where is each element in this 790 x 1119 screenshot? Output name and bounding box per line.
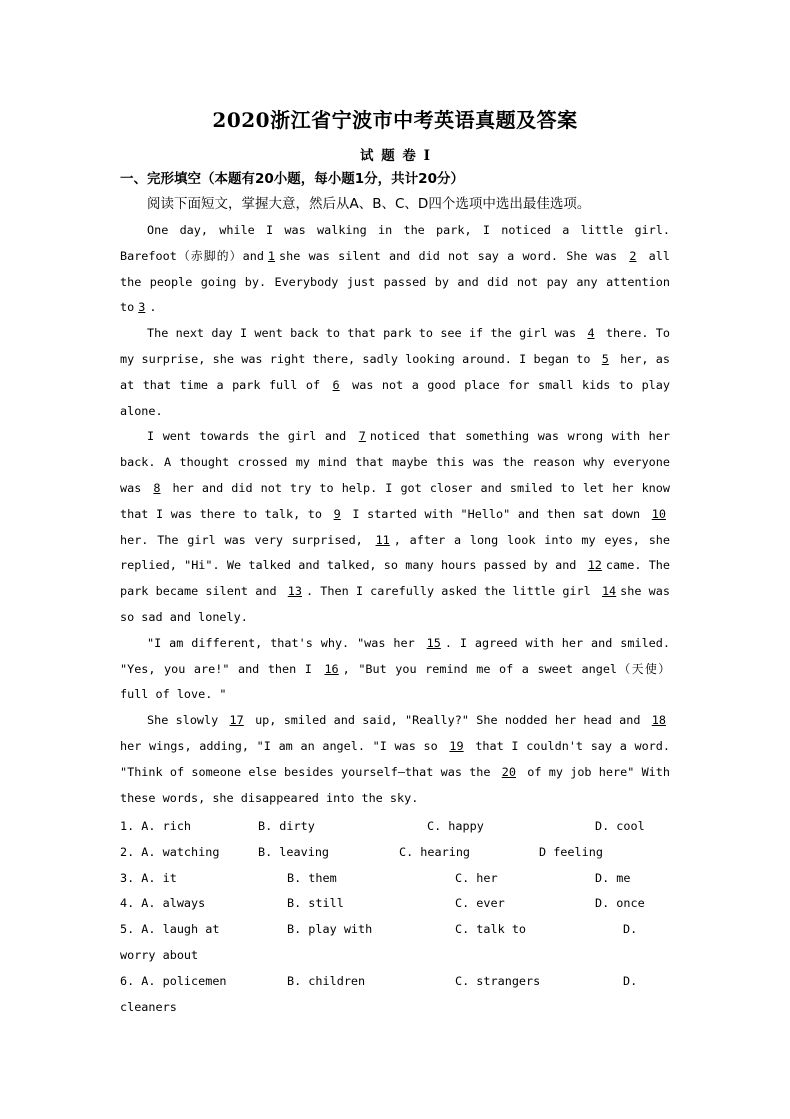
passage-text: noticed that something was wrong with her back. A thought crossed my mind that maybe this was the reason why everyone was bbox=[120, 429, 670, 495]
option-b: B. dirty bbox=[258, 819, 315, 833]
option-d: D. once bbox=[595, 896, 645, 911]
passage-text: The next day I went back to that park to see if the girl was bbox=[147, 326, 584, 341]
option-a: 5. A. laugh at bbox=[120, 922, 220, 937]
passage-paragraph bbox=[120, 631, 670, 708]
option-c: C. strangers bbox=[455, 973, 541, 988]
option-a: 6. A. policemen bbox=[120, 973, 227, 988]
blank-number: 12 bbox=[587, 558, 602, 573]
passage-text: her wings, adding, "I am an angel. "I was so bbox=[120, 738, 446, 753]
passage-text: She slowly bbox=[147, 713, 226, 728]
passage-text: she was silent and did not say a word. She was bbox=[279, 248, 626, 263]
option-a: 4. A. always bbox=[120, 896, 206, 911]
option-a: 2. A. watching bbox=[120, 844, 220, 859]
option-c: C. ever bbox=[455, 896, 505, 911]
option-c: C. happy bbox=[427, 819, 484, 833]
blank-number: 14 bbox=[601, 584, 617, 599]
section-heading: 一、完形填空（本题有20小题，每小题1分，共计20分） bbox=[120, 171, 464, 187]
option-row bbox=[120, 814, 680, 840]
passage-text: all the people going by. Everybody just passed by and did not pay any attention to bbox=[120, 248, 670, 315]
blank-number: 16 bbox=[324, 661, 339, 676]
passage-text: I started with "Hello" and then sat down bbox=[344, 506, 648, 521]
option-d: D. cool bbox=[595, 819, 645, 833]
blank-number: 3 bbox=[138, 300, 146, 315]
option-row-continuation bbox=[120, 943, 680, 969]
passage-text: "I am different, that's why. "was her bbox=[147, 635, 423, 650]
option-a: 3. A. it bbox=[120, 870, 177, 885]
passage-text: her and did not try to help. I got closer and smiled to let her know that I was there to talk, to bbox=[120, 480, 670, 521]
option-row bbox=[120, 969, 680, 995]
blank-number: 11 bbox=[375, 532, 390, 547]
passage-text: her, as at that time a park full of bbox=[120, 351, 670, 392]
blank-number: 6 bbox=[332, 377, 340, 392]
passage-text: there. To my surprise, she was right there, sadly looking around. I began to bbox=[120, 326, 670, 366]
blank-number: 13 bbox=[287, 584, 302, 599]
option-c: C. her bbox=[455, 870, 498, 885]
blank-number: 8 bbox=[153, 480, 161, 495]
blank-number: 4 bbox=[587, 326, 595, 341]
option-b: B. still bbox=[287, 896, 344, 911]
option-row bbox=[120, 917, 680, 943]
option-row bbox=[120, 866, 680, 892]
option-row bbox=[120, 891, 680, 917]
blank-number: 2 bbox=[629, 248, 637, 263]
passage-text: One day, while I was walking in the park, I noticed a little girl. Barefoot（赤脚的）and bbox=[120, 223, 670, 263]
passage-text: I went towards the girl and bbox=[147, 429, 355, 444]
blank-number: 5 bbox=[601, 351, 609, 366]
passage-text: of my job here" With these words, she disappeared into the sky. bbox=[120, 764, 670, 805]
blank-number: 20 bbox=[501, 764, 516, 779]
option-c: C. talk to bbox=[455, 922, 527, 937]
blank-number: 19 bbox=[449, 738, 464, 753]
passage-text: came. The park became silent and bbox=[120, 558, 670, 599]
option-b: B. leaving bbox=[258, 844, 330, 859]
page-title: 2020浙江省宁波市中考英语真题及答案 bbox=[212, 108, 578, 132]
option-b: B. them bbox=[287, 870, 337, 885]
option-b: B. play with bbox=[287, 922, 373, 937]
option-a: 1. A. rich bbox=[120, 819, 192, 833]
option-d: D. bbox=[623, 973, 638, 988]
passage-text: was not a good place for small kids to play alone. bbox=[120, 377, 670, 418]
option-d: D. me bbox=[595, 870, 631, 885]
blank-number: 9 bbox=[333, 506, 341, 521]
passage-text: , after a long look into my eyes, she replied, "Hi". We talked and talked, so many hours passed by and bbox=[120, 532, 670, 573]
option-c: C. hearing bbox=[399, 844, 471, 859]
blank-number: 17 bbox=[229, 713, 244, 728]
option-d-text: worry about bbox=[120, 947, 199, 962]
option-d-text: cleaners bbox=[120, 999, 177, 1014]
blank-number: 10 bbox=[651, 506, 666, 521]
paper-subtitle: 试 题 卷 I bbox=[360, 148, 430, 164]
instruction-text: 阅读下面短文，掌握大意，然后从A、B、C、D四个选项中选出最佳选项。 bbox=[147, 196, 591, 212]
option-d: D. bbox=[623, 922, 638, 937]
option-row-continuation bbox=[120, 995, 680, 1021]
cloze-passage bbox=[120, 218, 670, 811]
passage-paragraph bbox=[120, 218, 670, 321]
passage-text: that I couldn't say a word. "Think of someone else besides yourself—that was the bbox=[120, 738, 670, 779]
blank-number: 1 bbox=[267, 248, 276, 263]
option-d: D feeling bbox=[539, 844, 603, 859]
passage-text: . I agreed with her and smiled. "Yes, you are!" and then I bbox=[120, 635, 670, 676]
passage-paragraph bbox=[120, 321, 670, 424]
passage-text: she was so sad and lonely. bbox=[120, 584, 670, 624]
passage-text: . bbox=[149, 300, 157, 315]
passage-paragraph bbox=[120, 424, 670, 630]
option-row bbox=[120, 840, 680, 866]
passage-text: , "But you remind me of a sweet angel（天使）full of love. " bbox=[120, 661, 670, 702]
blank-number: 15 bbox=[426, 635, 441, 650]
passage-text: up, smiled and said, "Really?" She nodded her head and bbox=[247, 713, 648, 728]
option-b: B. children bbox=[287, 973, 366, 988]
passage-paragraph bbox=[120, 708, 670, 811]
answer-options bbox=[120, 814, 680, 1020]
passage-text: her. The girl was very surprised, bbox=[120, 532, 372, 547]
blank-number: 18 bbox=[651, 713, 666, 728]
passage-text: . Then I carefully asked the little girl bbox=[305, 584, 598, 599]
blank-number: 7 bbox=[358, 429, 366, 444]
